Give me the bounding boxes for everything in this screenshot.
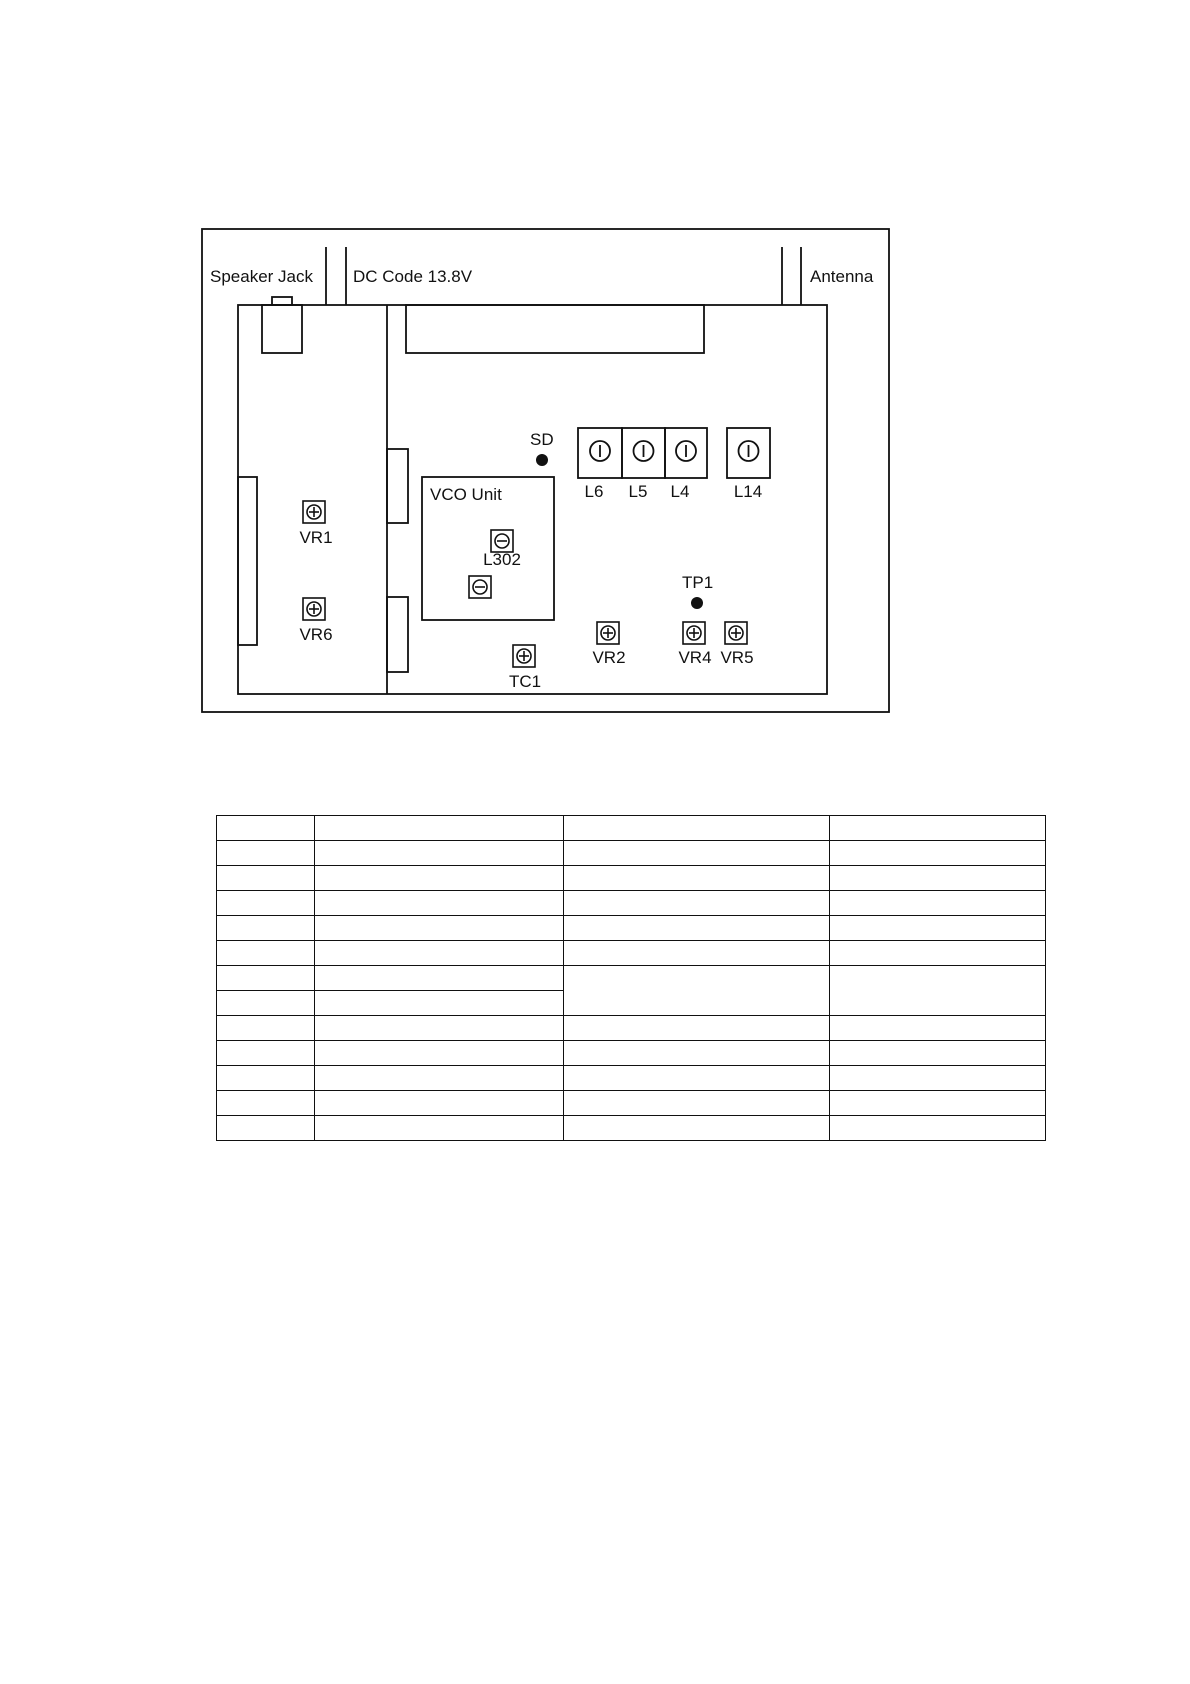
table-cell <box>830 841 1046 866</box>
trimmer-vr2-label: VR2 <box>592 648 626 667</box>
table-cell <box>830 966 1046 1016</box>
table-row <box>217 891 1046 916</box>
speaker-jack-label: Speaker Jack <box>210 267 313 286</box>
trimmer-vr2-icon <box>597 622 619 644</box>
trimmer-tc1-icon <box>513 645 535 667</box>
adjustment-table <box>216 815 1046 1141</box>
table-cell <box>217 1041 315 1066</box>
trimmer-l302-icon <box>491 530 513 552</box>
table-row <box>217 841 1046 866</box>
antenna-label: Antenna <box>810 267 874 286</box>
table-cell <box>217 941 315 966</box>
table-cell <box>830 891 1046 916</box>
tp1-label: TP1 <box>682 573 714 592</box>
table-row <box>217 1016 1046 1041</box>
table-cell <box>315 941 564 966</box>
table-row <box>217 966 1046 991</box>
table-cell <box>217 891 315 916</box>
table-row <box>217 1041 1046 1066</box>
coil-l4-label: L4 <box>670 482 690 501</box>
table-cell <box>315 1091 564 1116</box>
tp1-test-point <box>691 597 703 609</box>
table-cell <box>830 866 1046 891</box>
trimmer-vr6-icon <box>303 598 325 620</box>
speaker-jack-tab <box>272 297 292 305</box>
coil-l6-label: L6 <box>584 482 604 501</box>
left-side-tab <box>238 477 257 645</box>
table-cell <box>830 816 1046 841</box>
table-cell <box>564 816 830 841</box>
table-cell <box>217 866 315 891</box>
table-cell <box>564 1116 830 1141</box>
trimmer-vr1-label: VR1 <box>299 528 333 547</box>
table-cell <box>315 1016 564 1041</box>
table-row <box>217 1091 1046 1116</box>
divider-tab-lower <box>387 597 408 672</box>
coil-l14-icon <box>727 428 770 478</box>
table-cell <box>564 1066 830 1091</box>
trimmer-tc1-label: TC1 <box>508 672 542 691</box>
table-cell <box>217 816 315 841</box>
top-connector <box>406 305 704 353</box>
table-cell <box>830 1116 1046 1141</box>
table-cell <box>315 991 564 1016</box>
table-cell <box>830 941 1046 966</box>
table-cell <box>564 916 830 941</box>
table-row <box>217 866 1046 891</box>
table-cell <box>217 1066 315 1091</box>
divider-tab-upper <box>387 449 408 523</box>
table-row <box>217 816 1046 841</box>
vco-trimmer-icon <box>469 576 491 598</box>
table-cell <box>217 966 315 991</box>
table-cell <box>564 1041 830 1066</box>
table-row <box>217 1066 1046 1091</box>
table-cell <box>564 941 830 966</box>
table-cell <box>315 1116 564 1141</box>
table-row <box>217 1116 1046 1141</box>
sd-test-point <box>536 454 548 466</box>
vco-unit-label: VCO Unit <box>430 485 502 504</box>
trimmer-vr6-label: VR6 <box>299 625 333 644</box>
trimmer-l302-label: L302 <box>483 550 521 569</box>
trimmer-vr4-icon <box>683 622 705 644</box>
table-cell <box>217 991 315 1016</box>
coil-l6-icon <box>578 428 622 478</box>
table-cell <box>315 891 564 916</box>
table-row <box>217 941 1046 966</box>
table-cell <box>564 891 830 916</box>
table-cell <box>564 1091 830 1116</box>
trimmer-vr1-icon <box>303 501 325 523</box>
table-cell <box>830 916 1046 941</box>
table-cell <box>564 866 830 891</box>
table-cell <box>315 1066 564 1091</box>
table-cell <box>564 1016 830 1041</box>
table-cell <box>315 916 564 941</box>
coil-l4-icon <box>665 428 707 478</box>
table-cell <box>315 1041 564 1066</box>
pcb-layout-diagram <box>0 0 1190 800</box>
table-row <box>217 916 1046 941</box>
table-cell <box>830 1066 1046 1091</box>
table-cell <box>315 866 564 891</box>
coil-l5-icon <box>622 428 665 478</box>
trimmer-vr5-icon <box>725 622 747 644</box>
coil-l5-label: L5 <box>628 482 648 501</box>
table-cell <box>315 841 564 866</box>
table-cell <box>564 966 830 1016</box>
table-cell <box>830 1041 1046 1066</box>
table-cell <box>830 1091 1046 1116</box>
sd-label: SD <box>530 430 554 449</box>
trimmer-vr4-label: VR4 <box>678 648 712 667</box>
table-cell <box>217 916 315 941</box>
table-cell <box>217 1091 315 1116</box>
table-cell <box>564 841 830 866</box>
table-cell <box>217 1116 315 1141</box>
trimmer-vr5-label: VR5 <box>720 648 754 667</box>
table-cell <box>315 816 564 841</box>
table-cell <box>315 966 564 991</box>
dc-cord-label: DC Code 13.8V <box>353 267 473 286</box>
table-cell <box>217 1016 315 1041</box>
speaker-jack-body <box>262 305 302 353</box>
coil-l14-label: L14 <box>733 482 763 501</box>
table-cell <box>217 841 315 866</box>
table-cell <box>830 1016 1046 1041</box>
